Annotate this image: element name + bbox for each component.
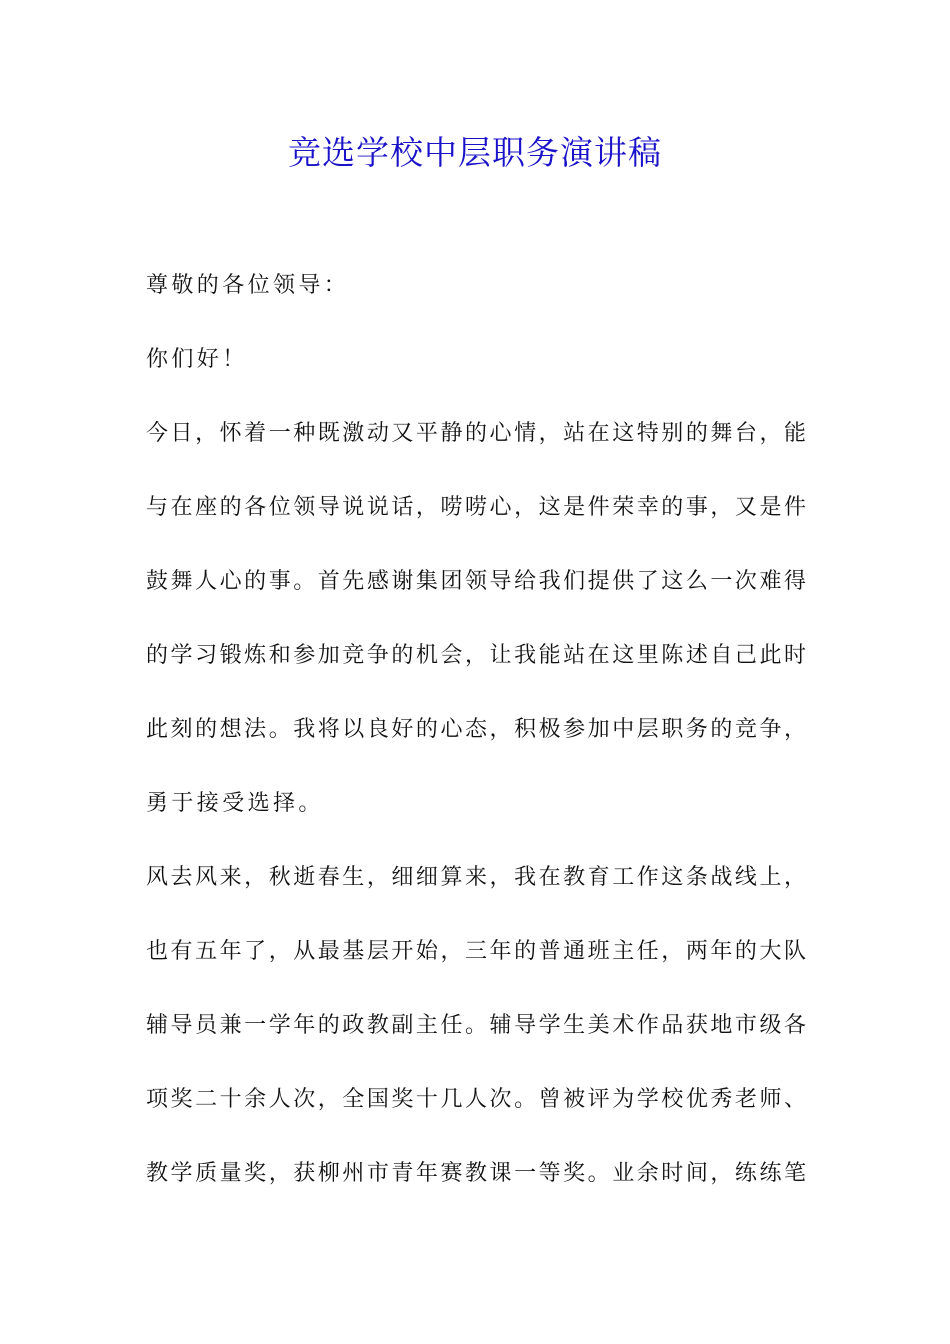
text-line: 此刻的想法。我将以良好的心态，积极参加中层职务的竞争， [146,717,806,742]
text-line: 的学习锻炼和参加竞争的机会，让我能站在这里陈述自己此时 [146,643,806,668]
text-line: 辅导员兼一学年的政教副主任。辅导学生美术作品获地市级各 [146,1013,806,1038]
text-line: 项奖二十余人次，全国奖十几人次。曾被评为学校优秀老师、 [146,1087,806,1112]
text-line: 今日，怀着一种既激动又平静的心情，站在这特别的舞台，能 [146,421,806,446]
document-body [146,262,806,1224]
greeting-line: 你们好！ [146,347,248,372]
text-line: 教学质量奖，获柳州市青年赛教课一等奖。业余时间，练练笔 [146,1161,806,1186]
text-line: 风去风来，秋逝春生，细细算来，我在教育工作这条战线上， [146,865,806,890]
text-line: 也有五年了，从最基层开始，三年的普通班主任，两年的大队 [146,939,806,964]
document-title: 竞选学校中层职务演讲稿 [288,133,662,172]
text-line: 与在座的各位领导说说话，唠唠心，这是件荣幸的事，又是件 [146,495,806,520]
text-line: 鼓舞人心的事。首先感谢集团领导给我们提供了这么一次难得 [146,569,806,594]
text-line: 勇于接受选择。 [146,791,324,816]
salutation-line: 尊敬的各位领导： [146,273,350,298]
